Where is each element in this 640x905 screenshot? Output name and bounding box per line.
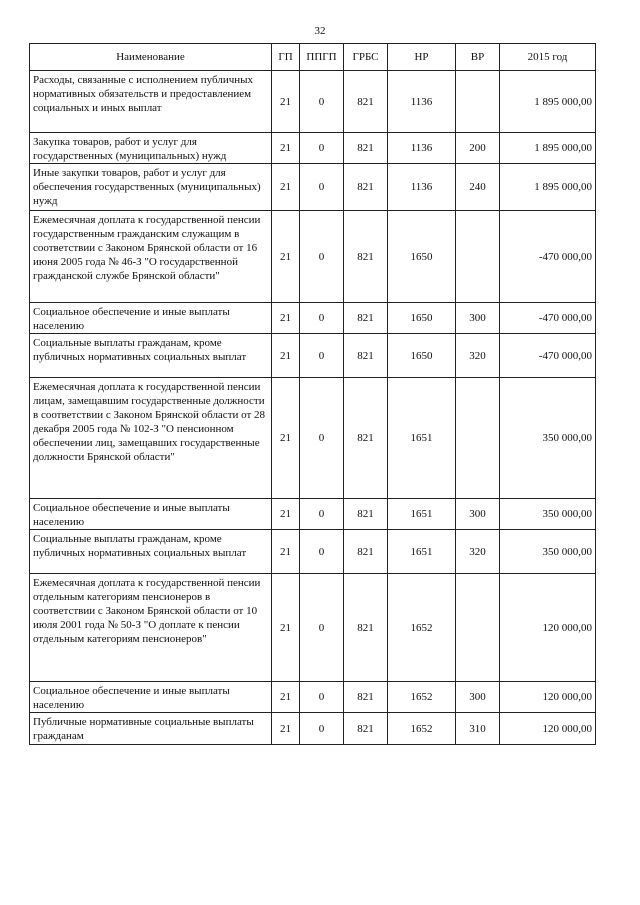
cell-gp: 21 <box>272 713 300 745</box>
table-row <box>30 499 596 530</box>
cell-gp: 21 <box>272 211 300 303</box>
cell-vr: 320 <box>456 530 500 574</box>
page-number: 32 <box>314 25 326 37</box>
column-header-ppgp: ППГП <box>300 44 344 71</box>
table-row <box>30 530 596 574</box>
cell-amount: 120 000,00 <box>500 682 596 713</box>
table-row <box>30 334 596 378</box>
cell-name: Социальное обеспечение и иные выплаты населению <box>30 499 272 530</box>
table-row <box>30 211 596 303</box>
cell-ppgp: 0 <box>300 530 344 574</box>
cell-grbs: 821 <box>344 499 388 530</box>
cell-amount: 350 000,00 <box>500 499 596 530</box>
table-row <box>30 713 596 745</box>
cell-gp: 21 <box>272 133 300 164</box>
table-header-row <box>30 44 596 71</box>
cell-nr: 1136 <box>388 71 456 133</box>
cell-nr: 1651 <box>388 530 456 574</box>
cell-amount: 350 000,00 <box>500 378 596 499</box>
cell-grbs: 821 <box>344 71 388 133</box>
cell-grbs: 821 <box>344 530 388 574</box>
cell-name: Социальное обеспечение и иные выплаты населению <box>30 682 272 713</box>
cell-vr <box>456 574 500 682</box>
cell-ppgp: 0 <box>300 71 344 133</box>
column-header-nr: НР <box>388 44 456 71</box>
cell-nr: 1652 <box>388 574 456 682</box>
cell-grbs: 821 <box>344 574 388 682</box>
cell-name: Иные закупки товаров, работ и услуг для обеспечения государственных (муниципальных) нужд <box>30 164 272 211</box>
cell-name: Расходы, связанные с исполнением публичных нормативных обязательств и предоставлением социальных и иных выплат <box>30 71 272 133</box>
cell-amount: -470 000,00 <box>500 303 596 334</box>
table-row <box>30 303 596 334</box>
cell-nr: 1136 <box>388 133 456 164</box>
cell-gp: 21 <box>272 378 300 499</box>
table-row <box>30 71 596 133</box>
cell-grbs: 821 <box>344 164 388 211</box>
cell-ppgp: 0 <box>300 164 344 211</box>
table-row <box>30 574 596 682</box>
cell-vr <box>456 71 500 133</box>
cell-grbs: 821 <box>344 378 388 499</box>
cell-nr: 1650 <box>388 334 456 378</box>
cell-amount: 1 895 000,00 <box>500 164 596 211</box>
cell-vr <box>456 211 500 303</box>
cell-name: Ежемесячная доплата к государственной пенсии лицам, замещавшим государственные должности в соответствии с Законом Брянской области от 28 декабря 2005 года № 102-З "О пенсионном обеспечении лиц, замещавших государственные должности Брянской области" <box>30 378 272 499</box>
column-header-grbs: ГРБС <box>344 44 388 71</box>
cell-nr: 1136 <box>388 164 456 211</box>
cell-gp: 21 <box>272 530 300 574</box>
cell-nr: 1651 <box>388 378 456 499</box>
table-row <box>30 682 596 713</box>
cell-gp: 21 <box>272 71 300 133</box>
cell-ppgp: 0 <box>300 574 344 682</box>
cell-name: Публичные нормативные социальные выплаты гражданам <box>30 713 272 745</box>
column-header-name: Наименование <box>30 44 272 71</box>
cell-vr: 200 <box>456 133 500 164</box>
cell-gp: 21 <box>272 334 300 378</box>
cell-name: Социальные выплаты гражданам, кроме публичных нормативных социальных выплат <box>30 334 272 378</box>
cell-amount: -470 000,00 <box>500 211 596 303</box>
cell-ppgp: 0 <box>300 303 344 334</box>
cell-vr: 300 <box>456 682 500 713</box>
cell-name: Социальное обеспечение и иные выплаты населению <box>30 303 272 334</box>
cell-vr: 310 <box>456 713 500 745</box>
cell-nr: 1652 <box>388 713 456 745</box>
column-header-year: 2015 год <box>500 44 596 71</box>
cell-nr: 1651 <box>388 499 456 530</box>
cell-nr: 1652 <box>388 682 456 713</box>
cell-gp: 21 <box>272 303 300 334</box>
cell-grbs: 821 <box>344 713 388 745</box>
cell-nr: 1650 <box>388 303 456 334</box>
cell-gp: 21 <box>272 499 300 530</box>
cell-gp: 21 <box>272 682 300 713</box>
cell-name: Ежемесячная доплата к государственной пенсии государственным гражданским служащим в соответствии с Законом Брянской области от 16 июня 2005 года № 46-З "О государственной гражданской службе Брянской области" <box>30 211 272 303</box>
cell-amount: -470 000,00 <box>500 334 596 378</box>
cell-name: Ежемесячная доплата к государственной пенсии отдельным категориям пенсионеров в соответствии с Законом Брянской области от 10 июля 2001 года № 50-З "О доплате к пенсии отдельным категориям пенсионеров" <box>30 574 272 682</box>
cell-ppgp: 0 <box>300 334 344 378</box>
cell-amount: 120 000,00 <box>500 713 596 745</box>
cell-ppgp: 0 <box>300 211 344 303</box>
cell-grbs: 821 <box>344 211 388 303</box>
cell-amount: 1 895 000,00 <box>500 71 596 133</box>
table-row <box>30 378 596 499</box>
cell-grbs: 821 <box>344 682 388 713</box>
cell-name: Закупка товаров, работ и услуг для государственных (муниципальных) нужд <box>30 133 272 164</box>
column-header-gp: ГП <box>272 44 300 71</box>
cell-vr: 320 <box>456 334 500 378</box>
cell-vr <box>456 378 500 499</box>
table-row <box>30 164 596 211</box>
cell-grbs: 821 <box>344 133 388 164</box>
cell-ppgp: 0 <box>300 499 344 530</box>
cell-ppgp: 0 <box>300 378 344 499</box>
budget-table <box>29 43 596 745</box>
table-row <box>30 133 596 164</box>
cell-amount: 1 895 000,00 <box>500 133 596 164</box>
cell-amount: 350 000,00 <box>500 530 596 574</box>
column-header-vr: ВР <box>456 44 500 71</box>
cell-vr: 240 <box>456 164 500 211</box>
cell-grbs: 821 <box>344 334 388 378</box>
cell-ppgp: 0 <box>300 713 344 745</box>
cell-vr: 300 <box>456 499 500 530</box>
cell-gp: 21 <box>272 574 300 682</box>
cell-ppgp: 0 <box>300 133 344 164</box>
cell-gp: 21 <box>272 164 300 211</box>
cell-grbs: 821 <box>344 303 388 334</box>
cell-nr: 1650 <box>388 211 456 303</box>
cell-amount: 120 000,00 <box>500 574 596 682</box>
cell-ppgp: 0 <box>300 682 344 713</box>
cell-vr: 300 <box>456 303 500 334</box>
cell-name: Социальные выплаты гражданам, кроме публичных нормативных социальных выплат <box>30 530 272 574</box>
